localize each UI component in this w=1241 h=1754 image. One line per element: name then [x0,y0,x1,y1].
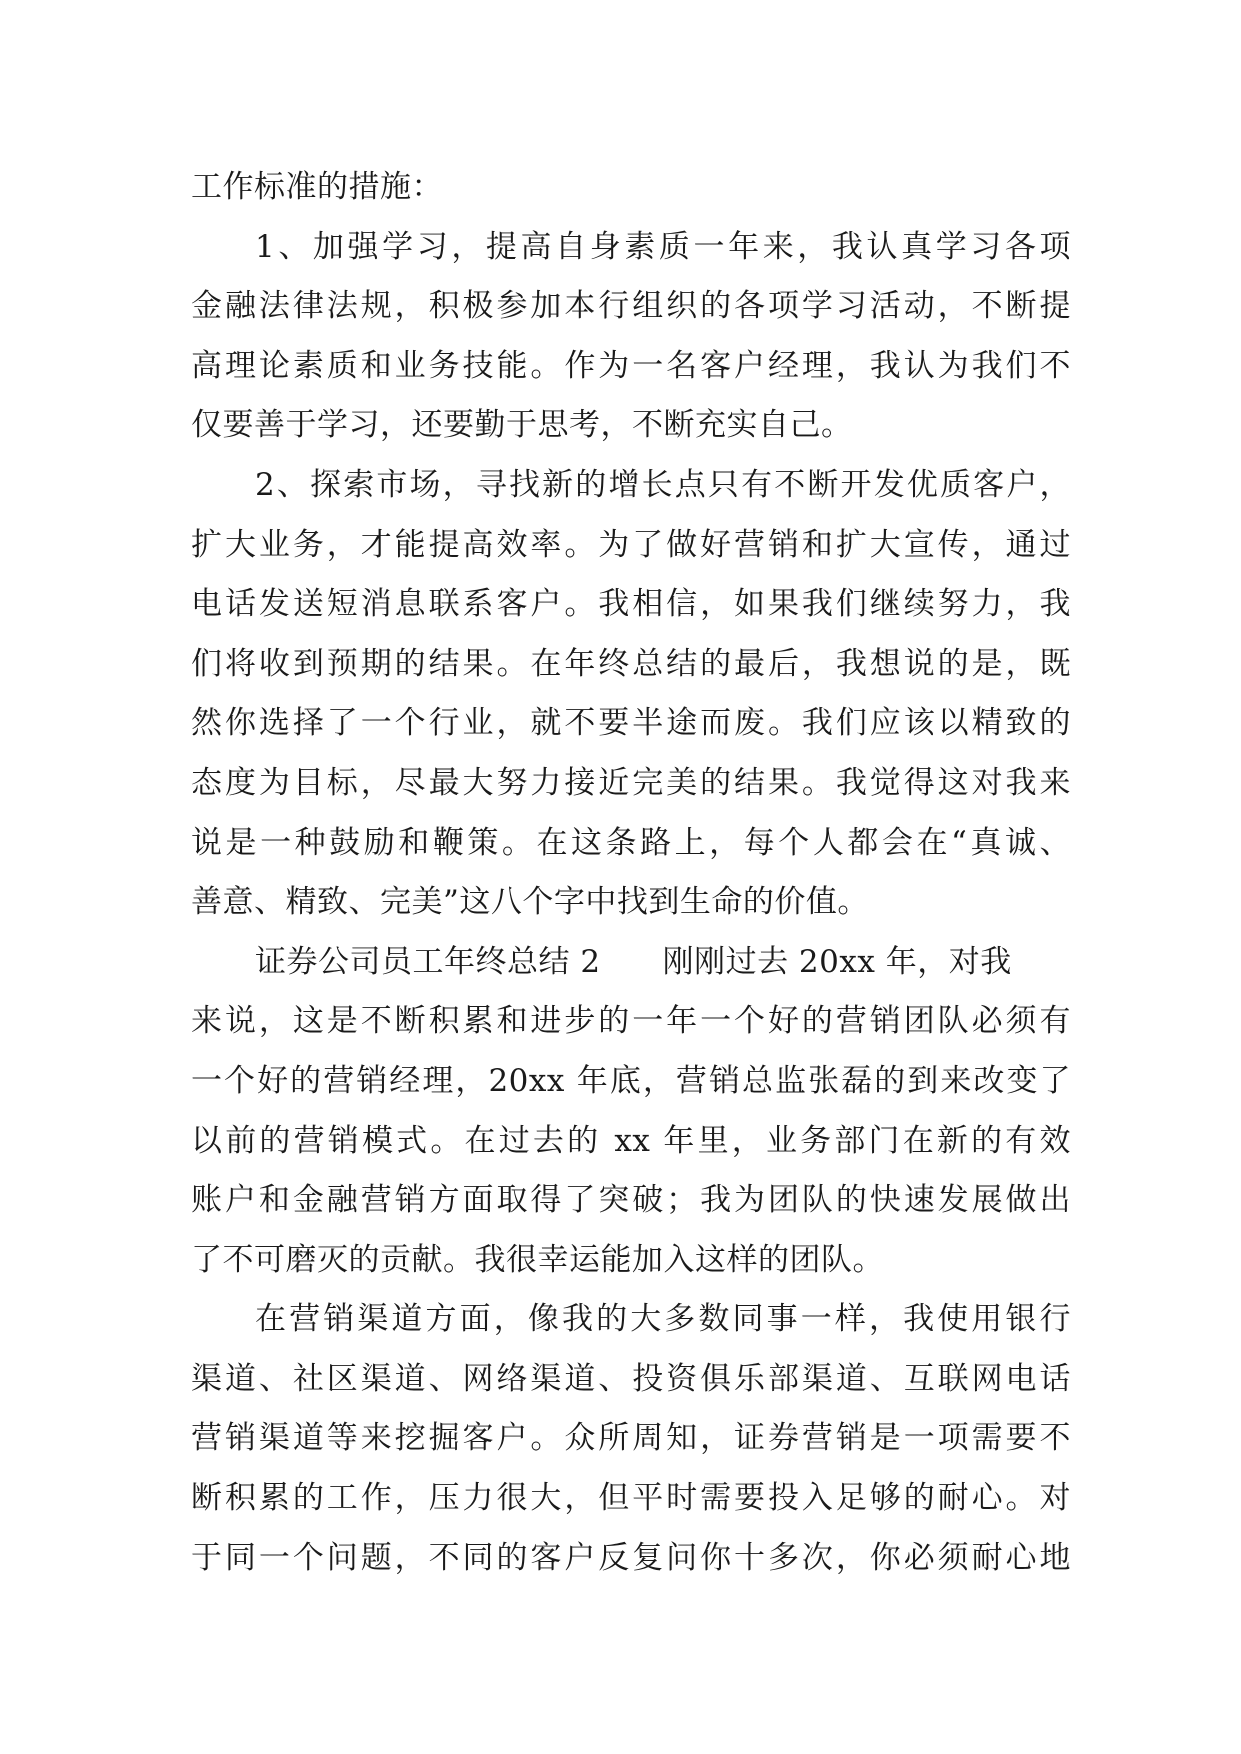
text-line: 然你选择了一个行业，就不要半途而废。我们应该以精致的 [191,705,1071,742]
text-line: 善意、精致、完美”这八个字中找到生命的价值。 [191,884,869,921]
text-line: 们将收到预期的结果。在年终总结的最后，我想说的是，既 [191,645,1071,682]
text-line: 断积累的工作，压力很大，但平时需要投入足够的耐心。对 [191,1480,1071,1517]
text-line: 1、加强学习，提高自身素质一年来，我认真学习各项 [255,228,1071,265]
text-line: 高理论素质和业务技能。作为一名客户经理，我认为我们不 [191,347,1071,384]
text-line: 以前的营销模式。在过去的 xx 年里，业务部门在新的有效 [191,1122,1071,1159]
text-line: 工作标准的措施： [191,169,443,205]
text-line: 账户和金融营销方面取得了突破；我为团队的快速发展做出 [191,1182,1071,1219]
text-line: 一个好的营销经理，20xx 年底，营销总监张磊的到来改变了 [191,1062,1071,1099]
section-heading: 证券公司员工年终总结 2 [255,943,601,980]
text-line: 渠道、社区渠道、网络渠道、投资俱乐部渠道、互联网电话 [191,1360,1071,1397]
text-line [191,933,1071,993]
text-line: 金融法律法规，积极参加本行组织的各项学习活动，不断提 [191,288,1071,325]
text-line: 说是一种鼓励和鞭策。在这条路上，每个人都会在“真诚、 [191,824,1071,861]
text-line: 2、探索市场，寻找新的增长点只有不断开发优质客户， [255,466,1071,503]
text-line: 扩大业务，才能提高效率。为了做好营销和扩大宣传，通过 [191,526,1071,563]
text-line: 于同一个问题，不同的客户反复问你十多次，你必须耐心地 [191,1539,1071,1576]
text-run: 刚刚过去 20xx 年，对我 [662,943,1012,980]
text-line: 来说，这是不断积累和进步的一年一个好的营销团队必须有 [191,1003,1071,1040]
text-line: 态度为目标，尽最大努力接近完美的结果。我觉得这对我来 [191,764,1071,801]
text-line: 电话发送短消息联系客户。我相信，如果我们继续努力，我 [191,586,1071,623]
text-line: 了不可磨灭的贡献。我很幸运能加入这样的团队。 [191,1241,884,1278]
text-line: 营销渠道等来挖掘客户。众所周知，证券营销是一项需要不 [191,1420,1071,1457]
body-text [191,158,1071,1588]
text-line: 在营销渠道方面，像我的大多数同事一样，我使用银行 [255,1301,1071,1338]
text-line: 仅要善于学习，还要勤于思考，不断充实自己。 [191,407,853,444]
